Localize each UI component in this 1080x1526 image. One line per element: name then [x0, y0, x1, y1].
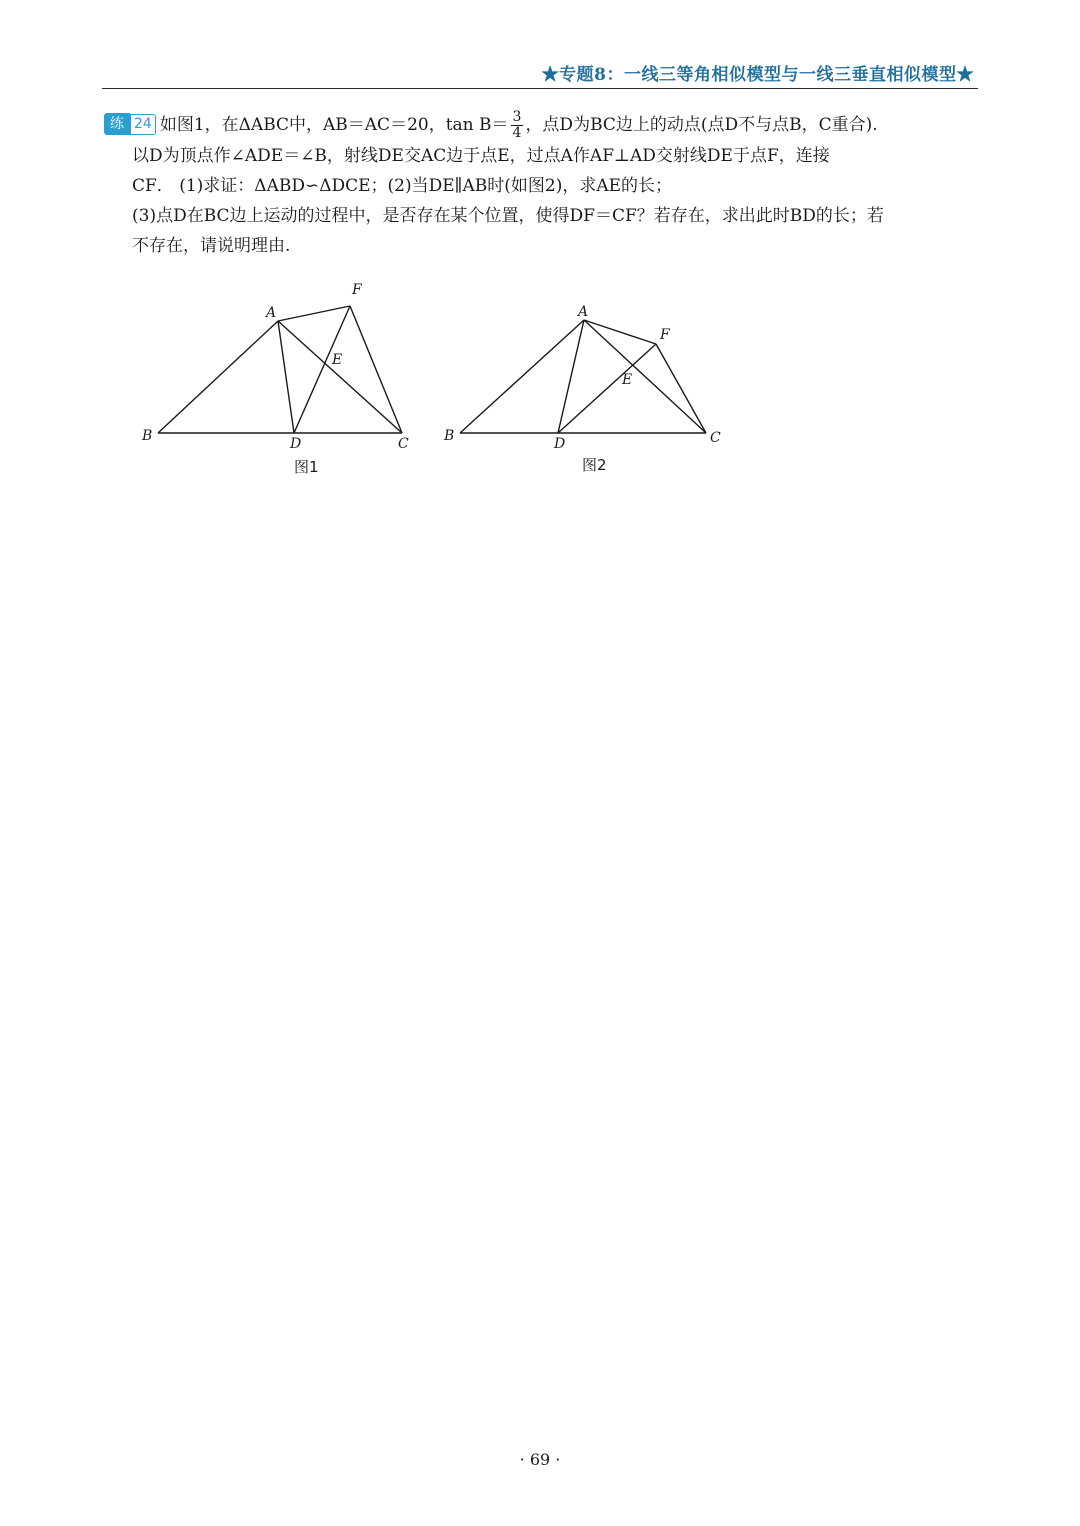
header-title: ★专题8：一线三等角相似模型与一线三垂直相似模型★ — [541, 65, 974, 85]
label-b: B — [444, 428, 455, 444]
page-number: · 69 · — [519, 1450, 561, 1469]
label-f: F — [660, 327, 670, 343]
problem-block — [104, 110, 980, 261]
label-f: F — [352, 282, 362, 298]
label-d: D — [290, 436, 302, 452]
label-e: E — [332, 352, 343, 368]
segment-af — [584, 320, 656, 344]
problem-text-1a: 如图1，在ΔABC中，AB＝AC＝20，tan B＝ — [159, 115, 509, 135]
problem-line-4: (3)点D在BC边上运动的过程中，是否存在某个位置，使得DF＝CF？若存在，求出此时BD的长；若 — [132, 206, 884, 226]
segment-ac — [584, 320, 706, 433]
figure-2 — [432, 280, 732, 480]
segment-cf — [656, 344, 706, 433]
segment-ad — [278, 321, 294, 433]
segment-df — [558, 344, 656, 433]
problem-line-3: CF． (1)求证：ΔABD∽ΔDCE；(2)当DE∥AB时(如图2)，求AE的长； — [132, 176, 673, 196]
fraction-numerator: 3 — [512, 109, 522, 125]
badge-number: 24 — [130, 114, 156, 135]
figure-1-caption: 图1 — [294, 458, 319, 476]
label-a: A — [266, 305, 277, 321]
segment-ab — [158, 321, 278, 433]
figure-1-diagram — [130, 280, 430, 480]
fraction-denominator: 4 — [512, 125, 522, 141]
page-header — [102, 56, 978, 89]
label-c: C — [398, 436, 409, 452]
badge-label: 练 — [104, 113, 130, 135]
segment-af — [278, 306, 350, 321]
label-c: C — [710, 430, 721, 446]
label-b: B — [142, 428, 153, 444]
label-d: D — [554, 436, 566, 452]
figure-2-diagram — [432, 280, 732, 480]
problem-line-1 — [104, 110, 980, 141]
label-e: E — [622, 372, 633, 388]
segment-ab — [460, 320, 584, 433]
segment-ac — [278, 321, 402, 433]
figure-1 — [130, 280, 430, 480]
exercise-badge — [104, 113, 156, 135]
fraction-three-quarters — [511, 110, 524, 141]
segment-cf — [350, 306, 402, 433]
problem-line-5: 不存在，请说明理由. — [132, 236, 291, 256]
figure-2-caption: 图2 — [582, 456, 607, 474]
problem-text-1b: ，点D为BC边上的动点(点D不与点B，C重合). — [525, 115, 878, 135]
segment-df — [294, 306, 350, 433]
problem-line-2: 以D为顶点作∠ADE＝∠B，射线DE交AC边于点E，过点A作AF⊥AD交射线DE于点F，连接 — [132, 146, 830, 166]
segment-ad — [558, 320, 584, 433]
label-a: A — [578, 304, 589, 320]
